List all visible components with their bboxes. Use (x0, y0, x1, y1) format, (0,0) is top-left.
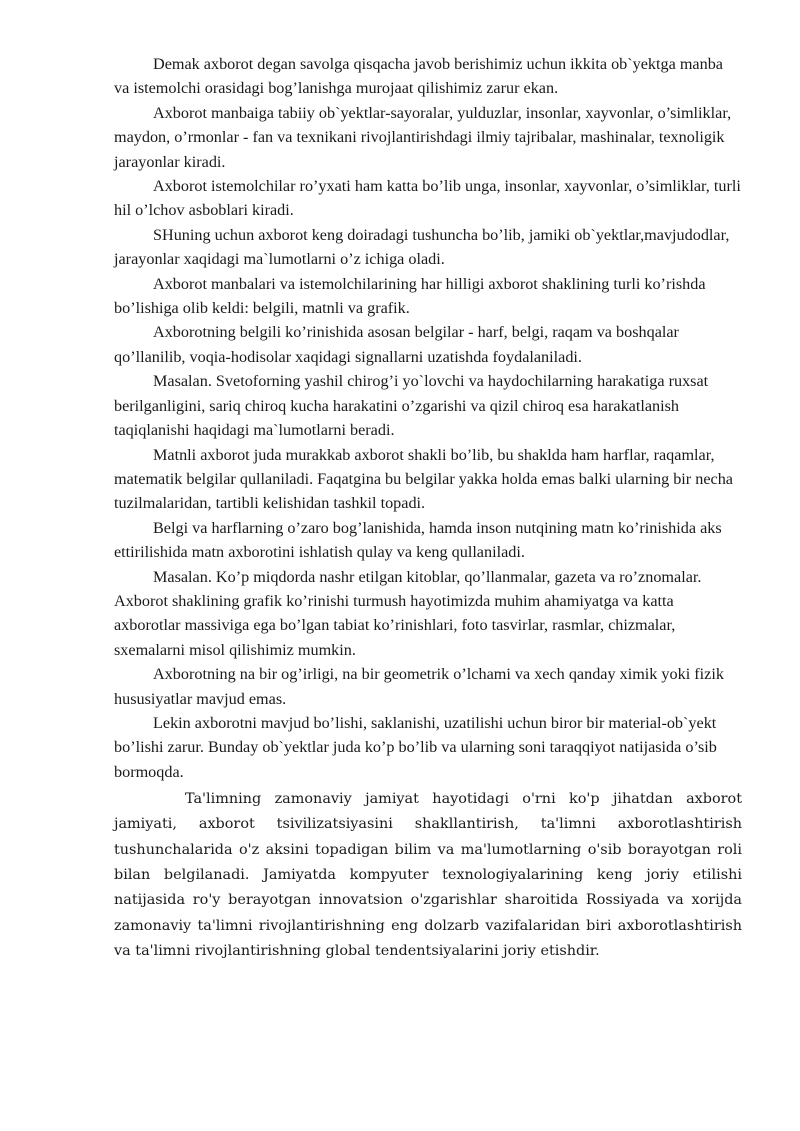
paragraph-1: Demak axborot degan savolga qisqacha javob berishimiz uchun ikkita ob`yektga manba va istemolchi orasidagi bog’lanishga murojaat qilishimiz zarur ekan. (114, 55, 723, 98)
paragraph-9: Belgi va harflarning o’zaro bog’lanishida, hamda inson nutqining matn ko’rinishida aks ettirilishida matn axborotini ishlatish qulay va keng qullaniladi. (114, 518, 722, 562)
paragraph-11: Axborotning na bir og’irligi, na bir geometrik o’lchami va xech qanday ximik yoki fizik hususiyatlar mavjud emas. (114, 665, 724, 708)
paragraph-6: Axborotning belgili ko’rinishida asosan belgilar - harf, belgi, raqam va boshqalar qo’llanilib, voqia-hodisolar xaqidagi signallarni uzatishda foydalaniladi. (114, 323, 679, 366)
paragraph-5: Axborot manbalari va istemolchilarining har hilligi axborot shaklining turli ko’rishda bo’lishiga olib keldi: belgili, matnli va grafik. (114, 274, 706, 318)
paragraph-2: Axborot manbaiga tabiiy ob`yektlar-sayoralar, yulduzlar, insonlar, xayvonlar, o’simliklar, maydon, o’rmonlar - fan va texnikani rivojlantirishdagi ilmiy tajribalar, mashinalar, texnoligik jarayonlar kiradi. (114, 103, 732, 171)
paragraph-13: Ta'limning zamonaviy jamiyat hayotidagi o'rni ko'p jihatdan axborot jamiyati, axborot tsivilizatsiyasini shakllantirish, ta'limni axborotlashtirish tushunchalarida o'z aksini topadigan bilim va ma'lumotlarning o'sib borayotgan roli bilan belgilanadi. Jamiyatda kompyuter texnologiyalarining keng joriy etilishi natijasida ro'y berayotgan innovatsion o'zgarishlar sharoitida Rossiyada va xorijda zamonaviy ta'limni rivojlantirishning eng dolzarb vazifalaridan biri axborotlashtirish va ta'limni rivojlantirishning global tendentsiyalarini joriy etishdir. (114, 791, 742, 959)
document-page (114, 52, 742, 964)
paragraph-10: Masalan. Ko’p miqdorda nashr etilgan kitoblar, qo’llanmalar, gazeta va ro’znomalar. Axborot shaklining grafik ko’rinishi turmush hayotimizda muhim ahamiyatga va katta axborotlar massiviga ega bo’lgan tabiat ko’rinishlari, foto tasvirlar, rasmlar, chizmalar, sxemalarni misol qilishimiz mumkin. (114, 567, 702, 659)
paragraph-8: Matnli axborot juda murakkab axborot shakli bo’lib, bu shaklda ham harflar, raqamlar, matematik belgilar qullaniladi. Faqatgina bu belgilar yakka holda emas balki ularning bir necha tuzilmalaridan, tartibli kelishidan tashkil topadi. (114, 445, 733, 513)
paragraph-7: Masalan. Svetoforning yashil chirog’i yo`lovchi va haydochilarning harakatiga ruxsat berilganligini, sariq chiroq kucha harakatini o’zgarishi va qizil chiroq esa harakatlanish taqiqlanishi haqidagi ma`lumotlarni beradi. (114, 372, 709, 440)
paragraph-12: Lekin axborotni mavjud bo’lishi, saklanishi, uzatilishi uchun biror bir material-ob`yekt bo’lishi zarur. Bunday ob`yektlar juda ko’p bo’lib va ularning soni taraqqiyot natijasida o’sib bormoqda. (114, 713, 717, 781)
paragraph-3: Axborot istemolchilar ro’yxati ham katta bo’lib unga, insonlar, xayvonlar, o’simliklar, turli hil o’lchov asboblari kiradi. (114, 177, 741, 220)
paragraph-4: SHuning uchun axborot keng doiradagi tushuncha bo’lib, jamiki ob`yektlar,mavjudodlar, jarayonlar xaqidagi ma`lumotlarni o’z ichiga oladi. (114, 225, 730, 269)
